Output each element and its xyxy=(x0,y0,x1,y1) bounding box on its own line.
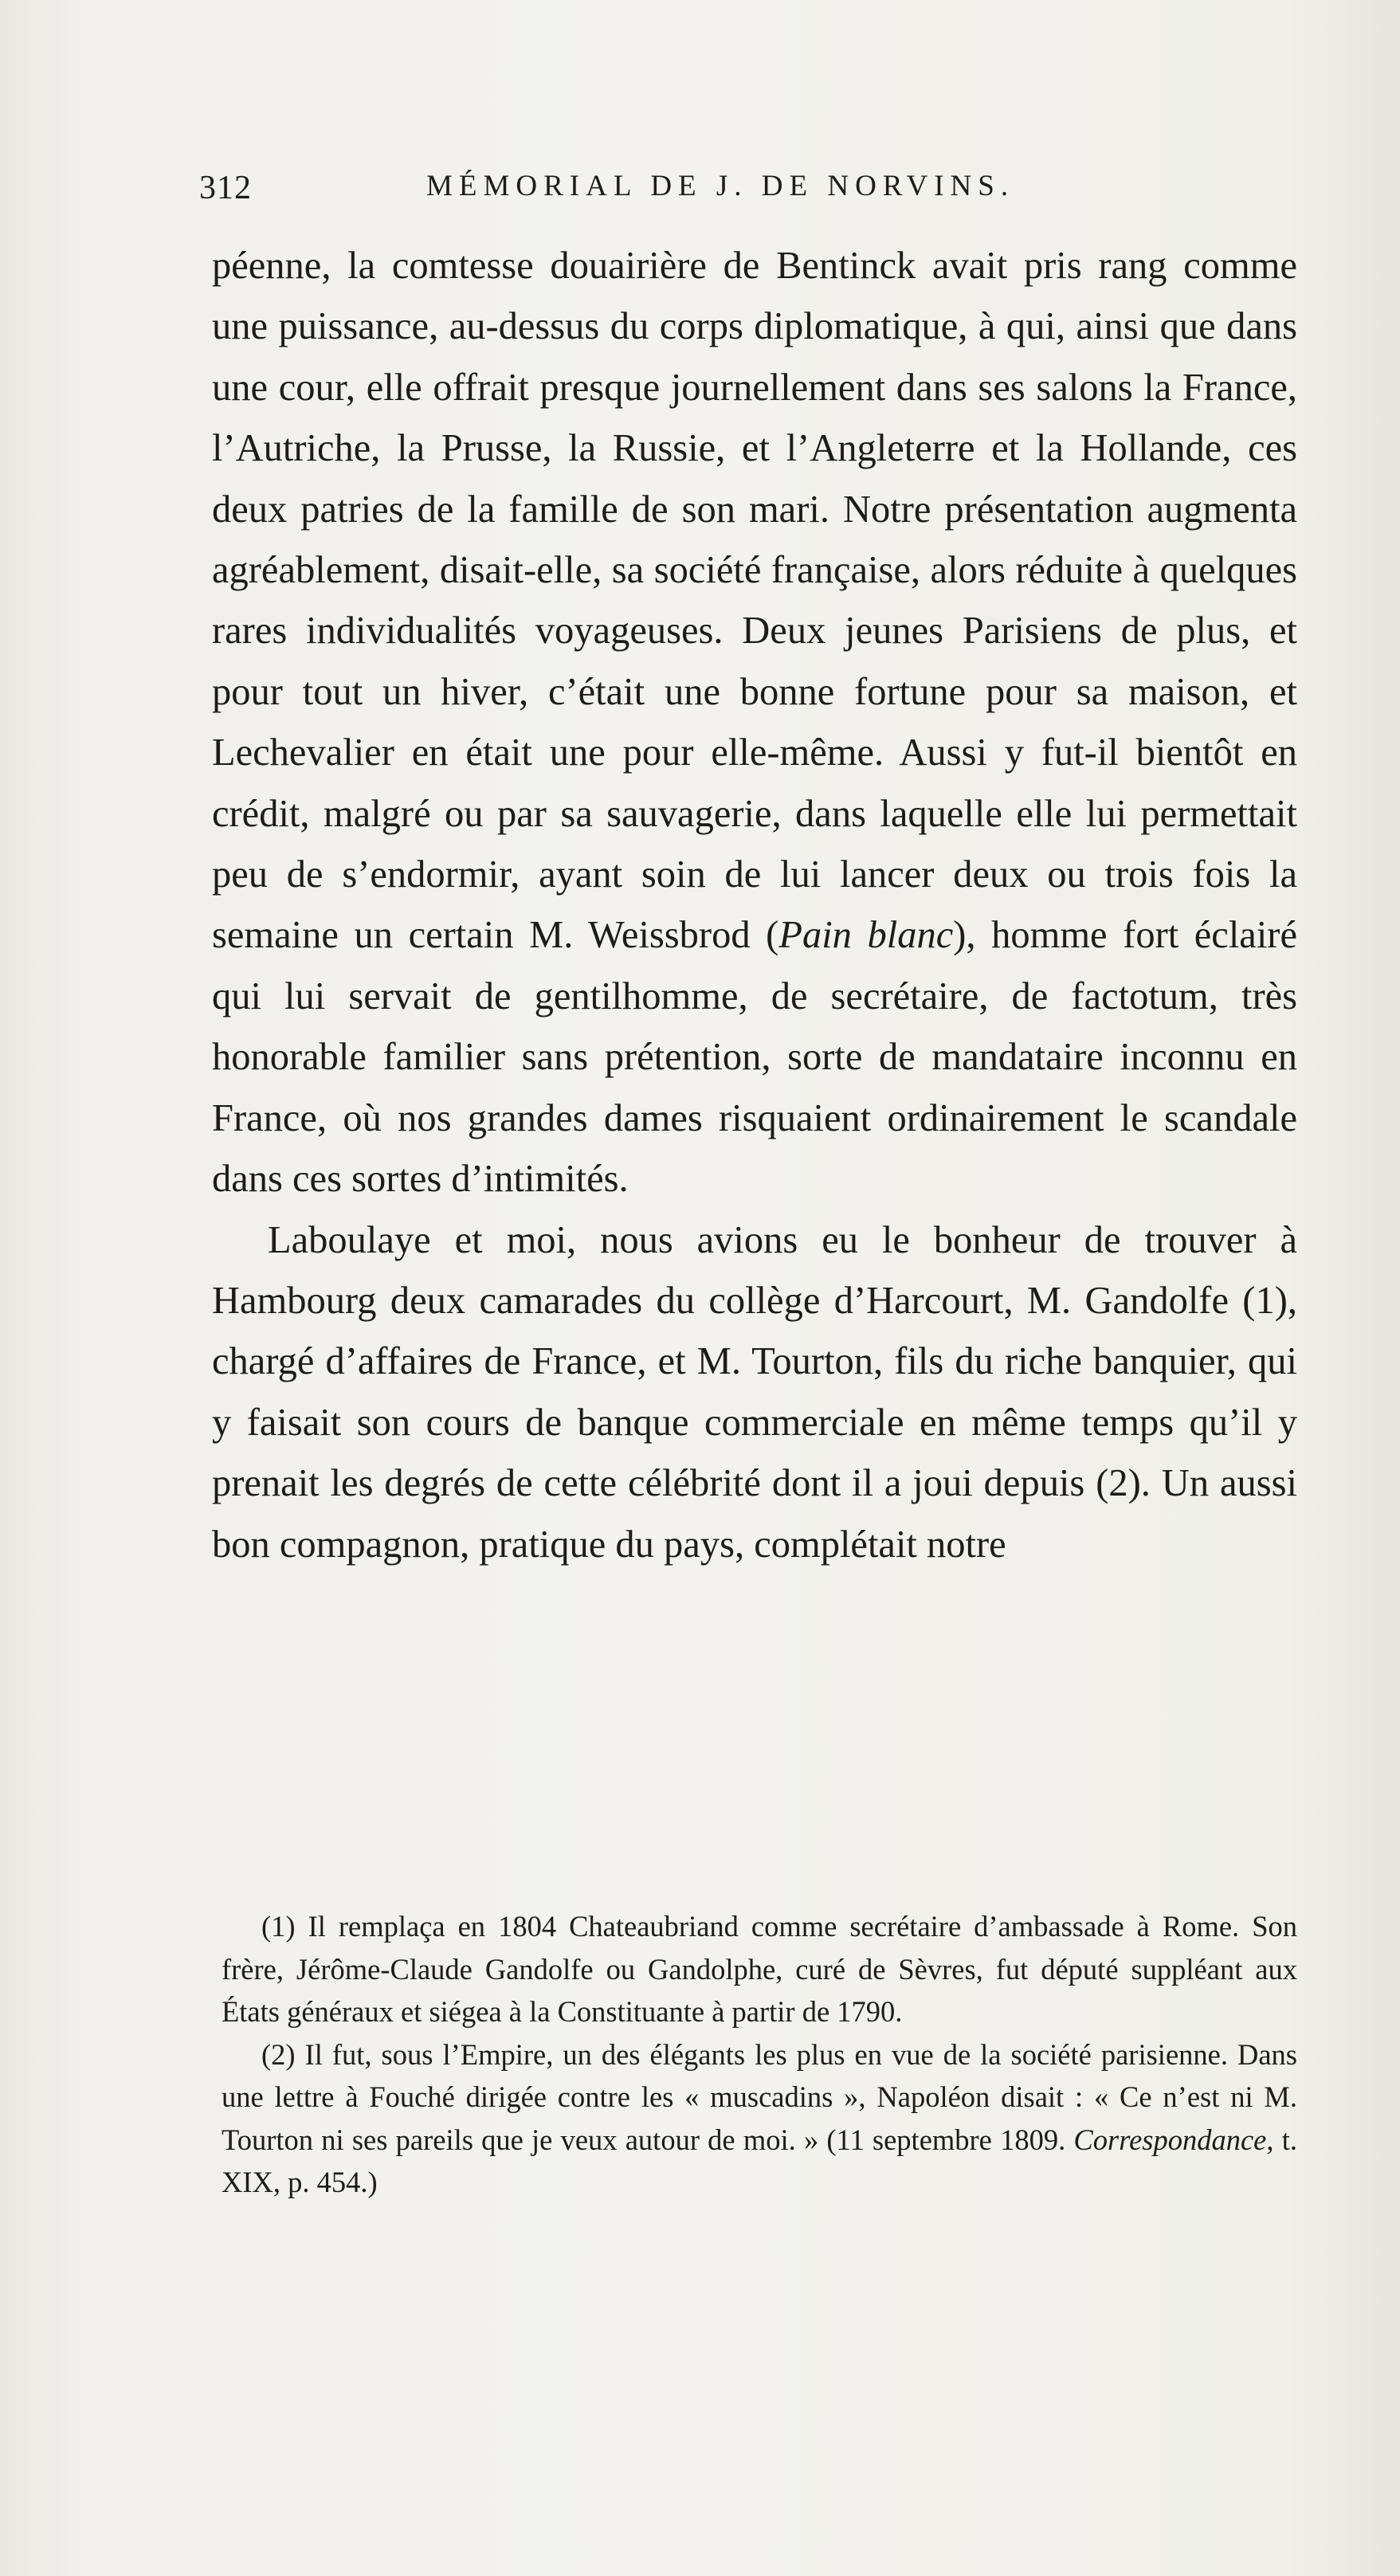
footnote-2 xyxy=(222,2033,1297,2204)
running-title: MÉMORIAL DE J. DE NORVINS. xyxy=(426,170,1015,202)
paragraph-1-italic-phrase: Pain blanc xyxy=(778,914,954,957)
footnotes xyxy=(222,1905,1297,2204)
footnote-2-text-b: , t. XIX, p. 454.) xyxy=(222,2123,1297,2198)
footnote-2-text-a: (2) Il fut, sous l’Empire, un des élégants les plus en vue de la société parisienne. Dans une lettre à Fouché dirigée contre les « muscadins », Napoléon disait : « Ce n’est ni M. Tourton ni ses pareils que je veux autour de moi. » (11 septembre 1809. xyxy=(222,2037,1297,2156)
main-text xyxy=(212,236,1297,1575)
footnote-2-italic-title: Correspondance xyxy=(1073,2123,1267,2156)
body-paragraph-2: Laboulaye et moi, nous avions eu le bonheur de trouver à Hambourg deux camarades du collège d’Harcourt, M. Gandolfe (1), chargé d’affaires de France, et M. Tourton, fils du riche banquier, qui y faisait son cours de banque commerciale en même temps qu’il y prenait les degrés de cette célébrité dont il a joui depuis (2). Un aussi bon compagnon, pratique du pays, complétait notre xyxy=(212,1218,1297,1566)
footnote-1: (1) Il remplaça en 1804 Chateaubriand comme secrétaire d’ambassade à Rome. Son frère, Jérôme-Claude Gandolfe ou Gandolphe, curé de Sèvres, fut député suppléant aux États généraux et siégea à la Constituante à partir de 1790. xyxy=(222,1910,1297,2028)
body-paragraph-1 xyxy=(212,236,1297,1210)
running-head xyxy=(199,169,1299,217)
paragraph-1-text-a: péenne, la comtesse douairière de Bentinck avait pris rang comme une puissance, au-dessus du corps diplomatique, à qui, ainsi que dans une cour, elle offrait presque journellement dans ses salons la France, l’Autriche, la Prusse, la Russie, et l’Angleterre et la Hollande, ces deux patries de la famille de son mari. Notre présentation augmenta agréablement, disait-elle, sa société française, alors réduite à quelques rares individualités voyageuses. Deux jeunes Parisiens de plus, et pour tout un hiver, c’était une bonne fortune pour sa maison, et Lechevalier en était une pour elle-même. Aussi y fut-il bientôt en crédit, malgré ou par sa sauvagerie, dans laquelle elle lui permettait peu de s’endormir, ayant soin de lui lancer deux ou trois fois la semaine un certain M. Weissbrod ( xyxy=(212,245,1297,957)
paragraph-1-text-b: ), homme fort éclairé qui lui servait de gentilhomme, de secrétaire, de factotum, très honorable familier sans prétention, sorte de mandataire inconnu en France, où nos grandes dames risquaient ordinairement le scandale dans ces sortes d’intimités. xyxy=(212,914,1297,1201)
page-number: 312 xyxy=(199,170,252,206)
